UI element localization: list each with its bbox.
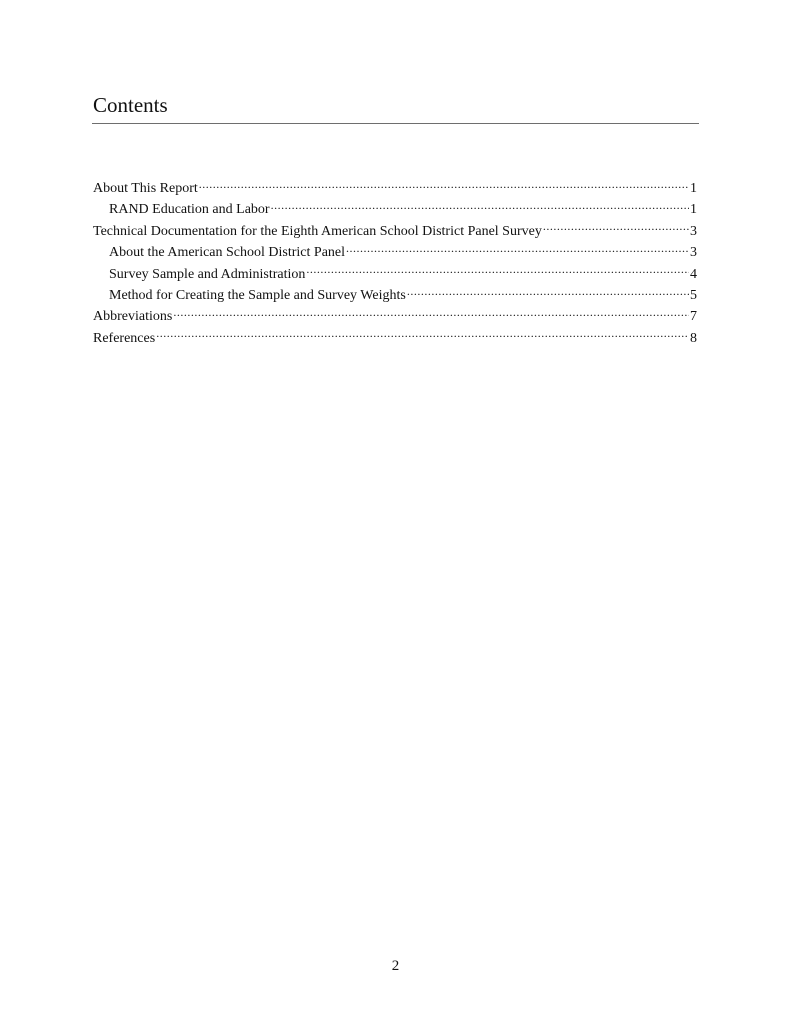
toc-entry-technical-documentation[interactable] [93,221,697,242]
toc-entry-title: About the American School District Panel [109,245,346,261]
toc-dot-leader [199,178,689,192]
toc-dot-leader [407,285,689,299]
toc-dot-leader [173,306,689,320]
toc-entry-page: 8 [690,330,697,346]
toc-entry-references[interactable] [93,328,697,349]
toc-entry-title: About This Report [93,181,198,196]
page-number: 2 [391,958,400,974]
toc-entry-title: RAND Education and Labor [109,202,270,218]
toc-dot-leader [306,264,689,278]
toc-entry-title: References [93,330,156,346]
toc-entry-page: 3 [690,245,697,261]
toc-entry-method-sample-weights[interactable] [93,285,697,306]
toc-dot-leader [271,199,689,213]
toc-entry-survey-sample[interactable] [93,264,697,285]
toc-dot-leader [543,221,689,235]
toc-entry-page: 3 [690,223,697,239]
table-of-contents [93,178,697,349]
toc-entry-abbreviations[interactable] [93,306,697,327]
title-rule [92,123,699,124]
toc-entry-title: Method for Creating the Sample and Survey Weights [109,287,406,303]
toc-entry-page: 1 [690,202,697,218]
toc-entry-title: Survey Sample and Administration [109,266,306,282]
toc-entry-about-the-panel[interactable] [93,242,697,263]
toc-dot-leader [346,242,689,256]
toc-entry-page: 1 [690,181,697,196]
toc-entry-page: 5 [690,287,697,303]
toc-entry-title: Abbreviations [93,309,173,325]
toc-entry-title: Technical Documentation for the Eighth American School District Panel Survey [93,223,542,239]
toc-entry-rand-education-and-labor[interactable] [93,199,697,220]
toc-dot-leader [156,328,689,342]
page-title: Contents [93,93,168,117]
toc-entry-about-this-report[interactable] [93,178,697,199]
toc-entry-page: 7 [690,309,697,325]
toc-entry-page: 4 [690,266,697,282]
